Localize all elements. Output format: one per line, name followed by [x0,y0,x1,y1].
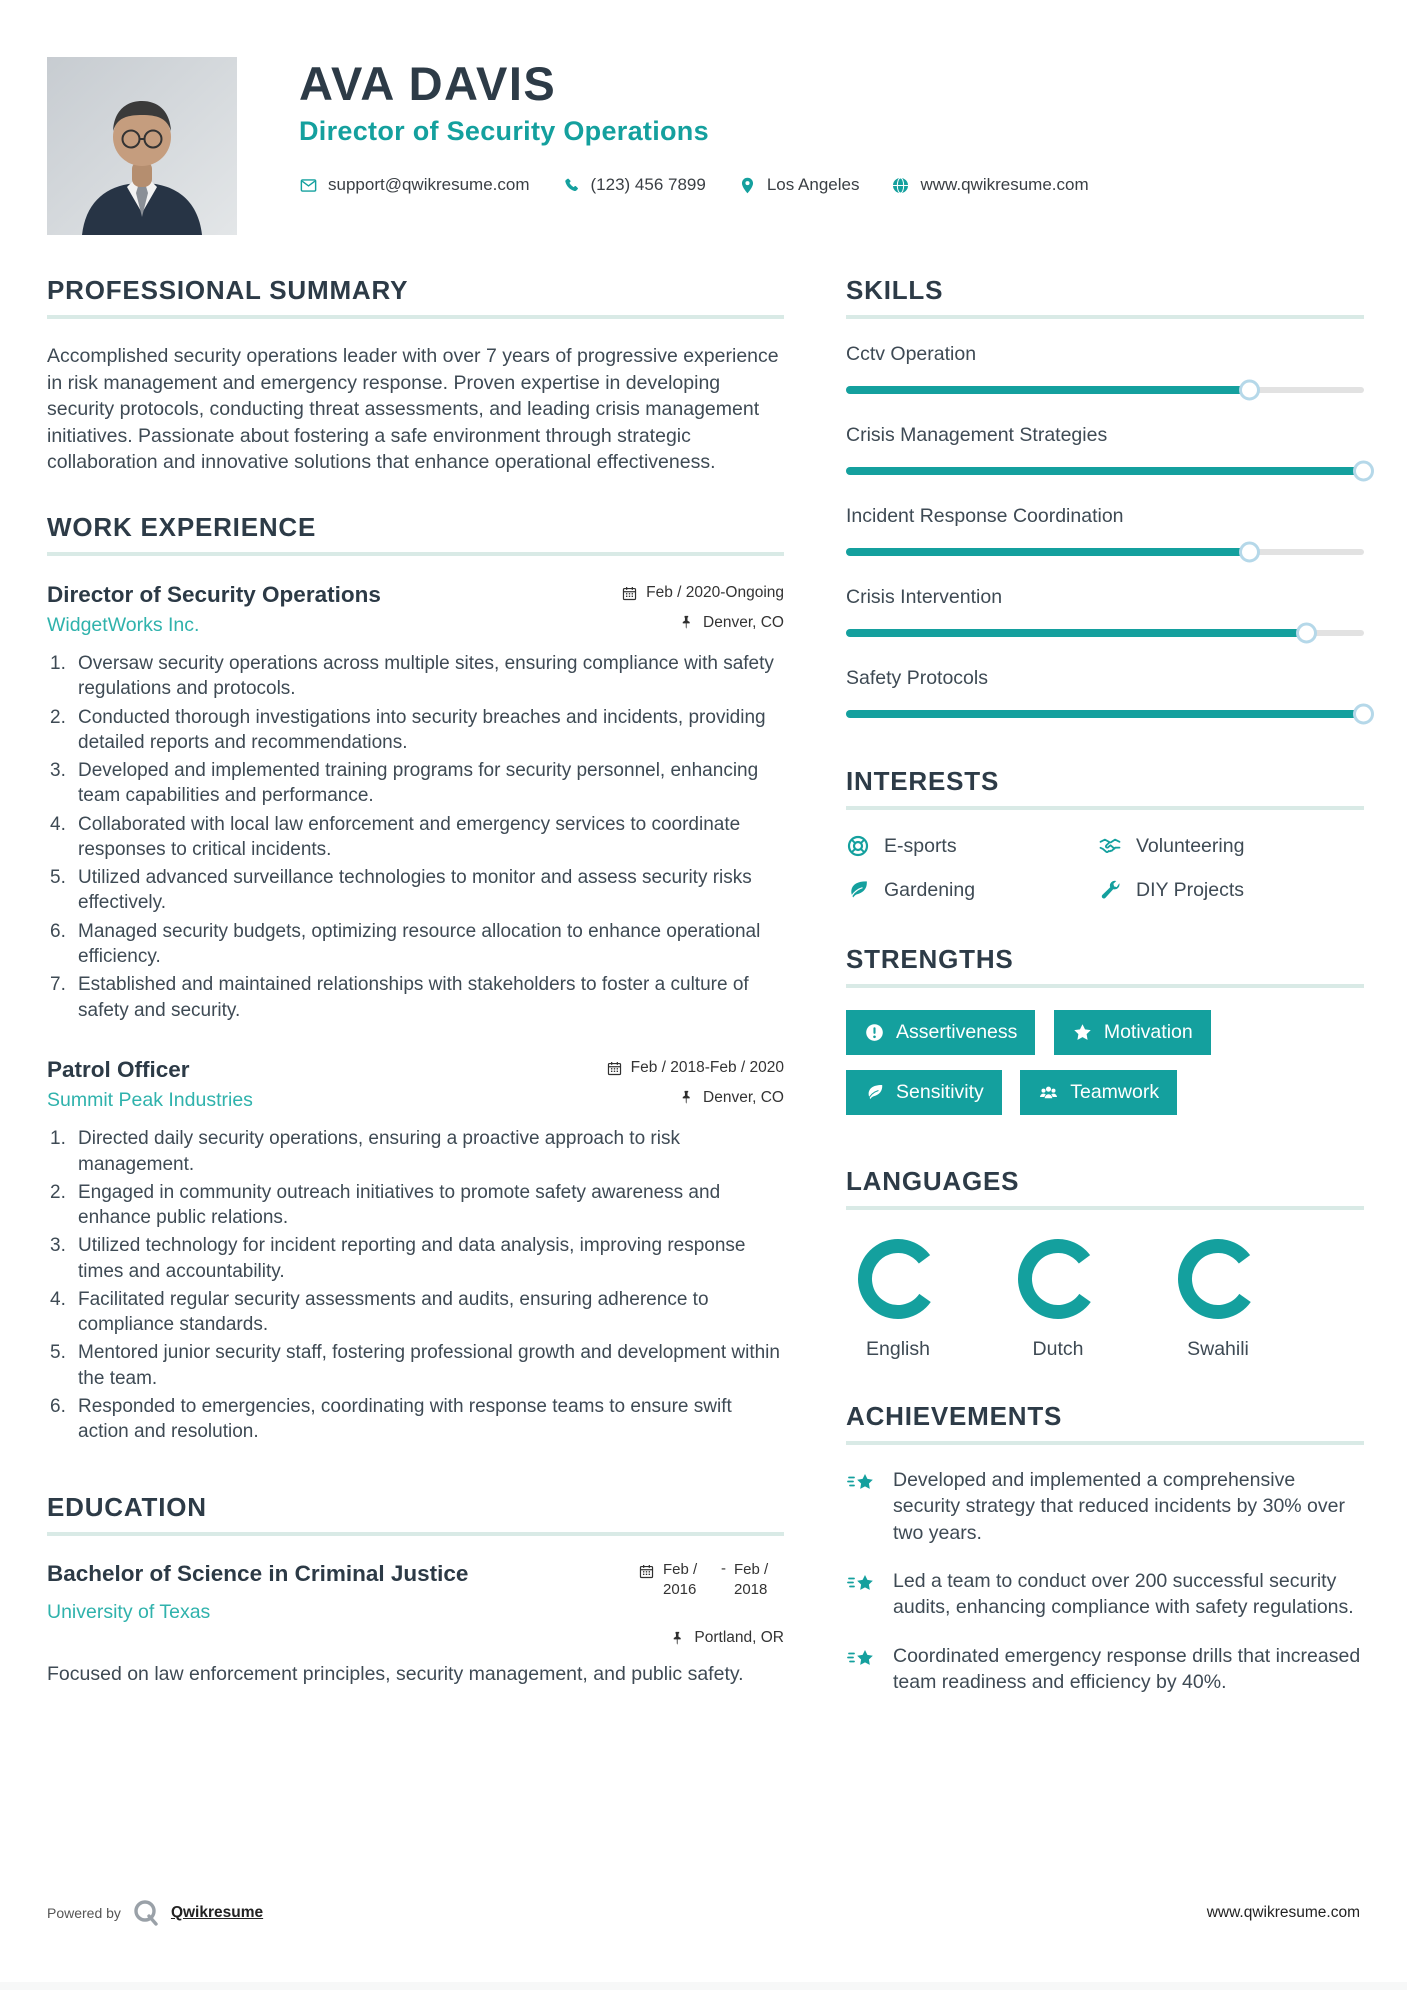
summary-section [47,275,784,476]
leaf-icon [864,1082,885,1103]
interests-heading: INTERESTS [846,766,1000,796]
slider-handle [1353,461,1374,482]
summary-heading: PROFESSIONAL SUMMARY [47,275,409,305]
interest-label: Volunteering [1136,834,1245,857]
contact-email [299,175,530,195]
job-bullet: Directed daily security operations, ensuring a proactive approach to risk management. [78,1128,680,1175]
footer-website-link[interactable]: www.qwikresume.com [1206,1904,1360,1921]
interest-item [846,834,1098,858]
section-divider [47,552,784,556]
language-label: English [866,1338,930,1360]
wrench-icon [1098,878,1122,902]
profile-photo [47,57,237,235]
job-bullet: Managed security budgets, optimizing resource allocation to enhance operational efficiency. [78,920,761,967]
location-pin-icon [738,176,757,195]
page-footer [47,1898,1360,1928]
job-bullet: Responded to emergencies, coordinating with response teams to ensure swift action and resolution. [78,1395,732,1443]
calendar-icon [606,1060,623,1077]
strength-chip [1054,1010,1211,1055]
skill-item [846,505,1364,562]
strength-chip [1020,1070,1177,1115]
education-location [669,1629,784,1647]
job-dates-text: Feb / 2018-Feb / 2020 [630,1059,784,1077]
job-bullet: Utilized technology for incident reporting and data analysis, improving response times and accountability. [78,1235,746,1282]
left-column [47,275,784,1731]
section-divider [846,806,1364,810]
work-heading: WORK EXPERIENCE [47,511,317,542]
interest-label: Gardening [884,878,976,901]
page-bottom-edge [0,1982,1407,1990]
interest-item [1098,834,1364,858]
achievement-text: Developed and implemented a comprehensive security strategy that reduced incidents by 30% over two years. [893,1469,1345,1544]
job-location-text: Denver, CO [703,1088,784,1106]
email-link[interactable]: support@qwikresume.com [328,175,530,195]
job-bullet-list [47,1126,784,1444]
right-column [846,275,1364,1731]
strength-label: Motivation [1103,1021,1193,1043]
skill-slider [846,461,1364,481]
skill-label: Safety Protocols [846,667,988,689]
language-item [1166,1236,1270,1361]
skill-item [846,424,1364,481]
job-title: Patrol Officer [47,1056,190,1082]
summary-text: Accomplished security operations leader with over 7 years of progressive experience in risk management and emergency response. Proven expertise in developing security protocols, conducting threat assessments, and leading crisis management initiatives. Passionate about fostering a safe environment through strategic collaboration and innovative solutions that enhance operational effectiveness. [47,345,779,474]
date-range-dash: - [721,1560,726,1578]
pushpin-icon [678,614,695,631]
strength-chip [846,1010,1035,1055]
profile-photo-illustration [47,57,237,235]
section-divider [47,315,784,319]
shooting-star-icon [846,1645,878,1677]
content-columns [47,275,1360,1731]
job-company: WidgetWorks Inc. [47,614,200,637]
job-location [678,614,784,632]
achievement-text: Coordinated emergency response drills that increased team readiness and efficiency by 40%. [893,1644,1361,1693]
education-end-date: Feb / 2018 [734,1561,769,1598]
pushpin-icon [678,1089,695,1106]
slider-handle [1353,704,1374,725]
skill-slider [846,623,1364,643]
skill-label: Cctv Operation [846,343,977,365]
skill-item [846,343,1364,400]
exclamation-circle-icon [864,1022,885,1043]
job-bullet: Oversaw security operations across multiple sites, ensuring compliance with safety regulations and protocols. [78,653,774,700]
slider-handle [1296,623,1317,644]
skill-label: Incident Response Coordination [846,505,1124,527]
handshake-icon [1098,834,1122,858]
interest-item [846,878,1098,902]
globe-icon [891,176,910,195]
job-location [678,1089,784,1107]
section-divider [846,1441,1364,1445]
achievement-item [846,1568,1364,1621]
school-name: University of Texas [47,1600,211,1623]
website-link[interactable]: www.qwikresume.com [920,175,1089,195]
job-bullet: Established and maintained relationships with stakeholders to foster a culture of safety and security. [78,974,749,1021]
candidate-name: AVA DAVIS [299,57,557,110]
life-ring-icon [846,834,870,858]
language-item [1006,1236,1110,1361]
education-dates [638,1560,784,1599]
slider-handle [1239,380,1260,401]
section-divider [47,1532,784,1536]
skill-label: Crisis Management Strategies [846,424,1108,446]
strength-label: Sensitivity [896,1081,984,1103]
email-icon [299,176,318,195]
job-bullet-list [47,651,784,1023]
shooting-star-icon [846,1570,878,1602]
work-experience-section [47,512,784,1445]
slider-fill [846,386,1250,394]
achievement-item [846,1467,1364,1546]
phone-number: (123) 456 7899 [590,175,706,195]
education-description: Focused on law enforcement principles, security management, and public safety. [47,1663,744,1686]
strength-chip [846,1070,1002,1115]
job-dates-text: Feb / 2020-Ongoing [646,584,784,602]
job-dates [621,584,784,602]
education-section [47,1492,784,1688]
education-heading: EDUCATION [47,1492,207,1523]
skill-slider [846,380,1364,400]
job-company: Summit Peak Industries [47,1089,253,1112]
job-bullet: Developed and implemented training programs for security personnel, enhancing team capabilities and performance. [78,760,759,807]
header-text [299,57,1089,195]
star-icon [1072,1022,1093,1043]
calendar-icon [621,585,638,602]
languages-section [846,1166,1364,1361]
strengths-section [846,944,1364,1130]
strength-label: Teamwork [1070,1081,1160,1103]
job-bullet: Facilitated regular security assessments and audits, ensuring adherence to compliance standards. [78,1288,709,1336]
skills-heading: SKILLS [846,275,944,305]
job-bullet: Utilized advanced surveillance technologies to monitor and assess security risks effectively. [78,867,752,914]
qwikresume-link[interactable]: Qwikresume [170,1904,264,1921]
achievements-heading: ACHIEVEMENTS [846,1401,1063,1431]
language-item [846,1236,950,1361]
job-bullet: Engaged in community outreach initiatives to promote safety awareness and enhance public relations. [78,1181,721,1229]
language-ring-gauge [855,1236,941,1322]
job-entry [47,582,784,1023]
skill-item [846,667,1364,724]
contact-website [891,175,1088,195]
achievement-item [846,1643,1364,1696]
job-bullet: Mentored junior security staff, fostering professional growth and development within the team. [78,1342,780,1389]
skill-item [846,586,1364,643]
job-bullet: Collaborated with local law enforcement and emergency services to coordinate responses to critical incidents. [78,813,741,860]
language-label: Swahili [1187,1338,1249,1360]
interests-section [846,766,1364,902]
qwikresume-logo-icon [131,1898,161,1928]
location-text: Los Angeles [766,175,860,195]
languages-heading: LANGUAGES [846,1166,1020,1196]
resume-header [47,57,1360,235]
leaf-icon [846,878,870,902]
job-location-text: Denver, CO [703,613,784,631]
users-icon [1038,1082,1059,1103]
contact-phone [562,175,706,195]
education-start-date: Feb / 2016 [663,1561,698,1598]
interest-label: DIY Projects [1136,878,1245,901]
interest-item [1098,878,1364,902]
achievements-section [846,1401,1364,1695]
slider-fill [846,467,1364,475]
language-label: Dutch [1032,1338,1084,1360]
section-divider [846,984,1364,988]
language-ring-gauge [1175,1236,1261,1322]
strengths-heading: STRENGTHS [846,944,1014,974]
skill-slider [846,704,1364,724]
job-entry [47,1057,784,1445]
pushpin-icon [669,1630,686,1647]
job-title: Director of Security Operations [47,581,381,607]
slider-handle [1239,542,1260,563]
skills-section [846,275,1364,724]
slider-fill [846,548,1250,556]
calendar-icon [638,1563,655,1580]
education-location-text: Portland, OR [694,1629,784,1647]
strength-label: Assertiveness [896,1021,1018,1043]
shooting-star-icon [846,1469,878,1501]
skill-label: Crisis Intervention [846,586,1003,608]
phone-icon [562,176,581,195]
candidate-title: Director of Security Operations [299,116,709,147]
achievement-text: Led a team to conduct over 200 successful security audits, enhancing compliance with safety regulations. [893,1569,1354,1619]
degree-title: Bachelor of Science in Criminal Justice [47,1561,469,1587]
interest-label: E-sports [884,834,957,857]
skill-slider [846,542,1364,562]
job-bullet: Conducted thorough investigations into security breaches and incidents, providing detailed reports and recommendations. [78,706,766,753]
section-divider [846,1206,1364,1210]
language-ring-gauge [1015,1236,1101,1322]
slider-fill [846,710,1364,718]
contact-location [738,175,860,195]
job-dates [606,1059,784,1077]
contact-row [299,175,1089,195]
slider-fill [846,629,1307,637]
powered-by-text: Powered by [47,1905,121,1921]
section-divider [846,315,1364,319]
